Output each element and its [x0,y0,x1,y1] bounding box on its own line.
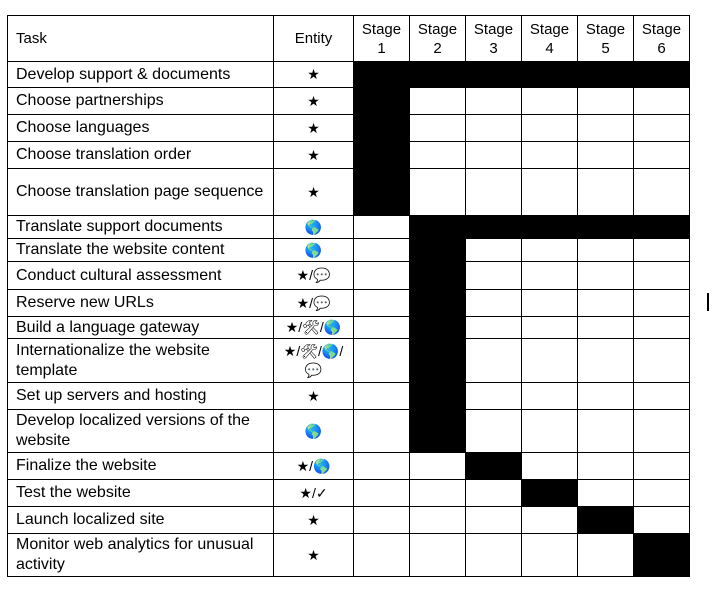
stage-4-cell [522,115,578,142]
stage-1-cell-filled [354,115,410,142]
stage-4-cell [522,410,578,453]
stage-4-cell [522,262,578,290]
stage-6-header: Stage 6 [634,16,690,62]
stage-3-cell [466,239,522,262]
table-row [8,339,690,383]
stage-3-cell [466,88,522,115]
task-name: Test the website [8,480,274,507]
entity-icons: ★/🛠/🌎/💬 [274,339,354,383]
stage-4-cell [522,317,578,339]
stage-5-cell [578,534,634,577]
stage-2-cell [410,169,466,216]
entity-icons: 🌎 [274,239,354,262]
task-name: Internationalize the website template [8,339,274,383]
stage-6-cell [634,142,690,169]
stage-6-cell [634,262,690,290]
stage-3-cell [466,262,522,290]
stage-1-cell [354,410,410,453]
task-name: Set up servers and hosting [8,383,274,410]
task-name: Develop support & documents [8,62,274,88]
stage-1-cell [354,383,410,410]
task-name: Choose translation page sequence [8,169,274,216]
stage-6-cell [634,239,690,262]
entity-icons: ★/🛠/🌎 [274,317,354,339]
stage-1-cell [354,239,410,262]
stage-4-cell [522,88,578,115]
stage-2-cell-filled [410,410,466,453]
table-row [8,142,690,169]
stage-3-cell-filled [466,453,522,480]
entity-column-header: Entity [274,16,354,62]
stage-6-cell [634,453,690,480]
stage-5-cell [578,339,634,383]
entity-icons: ★ [274,169,354,216]
text-cursor-mark [707,293,709,311]
stage-6-cell [634,290,690,317]
stage-1-cell-filled [354,62,410,88]
stage-6-cell [634,507,690,534]
entity-icons: ★ [274,383,354,410]
task-name: Translate the website content [8,239,274,262]
task-name: Develop localized versions of the website [8,410,274,453]
stage-5-cell [578,142,634,169]
stage-1-cell-filled [354,88,410,115]
stage-5-cell [578,290,634,317]
stage-1-cell [354,339,410,383]
stage-5-cell [578,115,634,142]
task-column-header: Task [8,16,274,62]
stage-2-cell-filled [410,339,466,383]
task-name: Choose partnerships [8,88,274,115]
stage-5-header: Stage 5 [578,16,634,62]
stage-6-cell [634,317,690,339]
stage-2-cell-filled [410,317,466,339]
entity-icons: ★ [274,115,354,142]
stage-4-cell-filled [522,480,578,507]
table-row [8,383,690,410]
stage-4-cell [522,239,578,262]
stage-3-cell-filled [466,216,522,239]
stage-4-cell [522,142,578,169]
table-row [8,169,690,216]
entity-icons: ★ [274,507,354,534]
stage-1-cell [354,290,410,317]
stage-6-cell [634,88,690,115]
stage-1-cell [354,216,410,239]
stage-2-cell-filled [410,290,466,317]
stage-3-cell [466,383,522,410]
stage-2-cell [410,88,466,115]
stage-2-cell-filled [410,62,466,88]
stage-6-cell [634,115,690,142]
stage-2-cell [410,453,466,480]
stage-2-cell [410,507,466,534]
task-stage-table [7,15,690,577]
stage-4-cell [522,169,578,216]
entity-icons: ★ [274,534,354,577]
stage-4-cell-filled [522,62,578,88]
stage-1-cell-filled [354,169,410,216]
stage-1-cell [354,480,410,507]
stage-5-cell [578,88,634,115]
stage-4-cell [522,383,578,410]
stage-1-cell-filled [354,142,410,169]
table-row [8,88,690,115]
entity-icons: ★ [274,88,354,115]
stage-2-cell [410,534,466,577]
task-name: Build a language gateway [8,317,274,339]
stage-4-cell [522,453,578,480]
stage-5-cell-filled [578,216,634,239]
task-name: Choose languages [8,115,274,142]
task-rows [8,62,690,577]
stage-6-cell-filled [634,534,690,577]
stage-5-cell [578,262,634,290]
entity-icons: ★/✓ [274,480,354,507]
stage-5-cell-filled [578,62,634,88]
entity-icons: 🌎 [274,410,354,453]
stage-3-cell [466,142,522,169]
stage-2-cell-filled [410,383,466,410]
entity-icons: ★ [274,142,354,169]
entity-icons: 🌎 [274,216,354,239]
stage-2-cell-filled [410,239,466,262]
stage-3-cell [466,339,522,383]
stage-5-cell [578,453,634,480]
stage-1-cell [354,453,410,480]
entity-icons: ★ [274,62,354,88]
table-row [8,410,690,453]
stage-4-cell [522,534,578,577]
stage-1-cell [354,317,410,339]
stage-3-cell [466,169,522,216]
task-name: Choose translation order [8,142,274,169]
stage-3-cell [466,534,522,577]
table-row [8,317,690,339]
table-row [8,115,690,142]
stage-1-cell [354,262,410,290]
stage-6-cell [634,410,690,453]
stage-5-cell-filled [578,507,634,534]
stage-5-cell [578,410,634,453]
entity-icons: ★/💬 [274,290,354,317]
table-row [8,480,690,507]
stage-4-cell-filled [522,216,578,239]
task-stage-table-container [7,15,690,577]
stage-6-cell [634,383,690,410]
table-row [8,262,690,290]
stage-3-cell [466,290,522,317]
stage-2-cell [410,115,466,142]
stage-4-cell [522,290,578,317]
stage-2-cell [410,480,466,507]
stage-6-cell [634,169,690,216]
task-name: Conduct cultural assessment [8,262,274,290]
header-row [8,16,690,62]
stage-1-cell [354,507,410,534]
stage-3-cell [466,317,522,339]
table-row [8,239,690,262]
stage-5-cell [578,239,634,262]
stage-3-cell [466,507,522,534]
stage-2-header: Stage 2 [410,16,466,62]
stage-4-header: Stage 4 [522,16,578,62]
stage-2-cell-filled [410,216,466,239]
stage-3-cell-filled [466,62,522,88]
stage-5-cell [578,480,634,507]
stage-3-header: Stage 3 [466,16,522,62]
entity-icons: ★/💬 [274,262,354,290]
stage-6-cell [634,339,690,383]
stage-2-cell-filled [410,262,466,290]
stage-5-cell [578,383,634,410]
entity-icons: ★/🌎 [274,453,354,480]
stage-2-cell [410,142,466,169]
table-row [8,507,690,534]
stage-4-cell [522,339,578,383]
stage-6-cell-filled [634,62,690,88]
table-row [8,453,690,480]
table-row [8,290,690,317]
task-name: Finalize the website [8,453,274,480]
task-name: Launch localized site [8,507,274,534]
stage-6-cell [634,480,690,507]
stage-6-cell-filled [634,216,690,239]
table-row [8,534,690,577]
stage-1-header: Stage 1 [354,16,410,62]
table-row [8,62,690,88]
task-name: Reserve new URLs [8,290,274,317]
table-row [8,216,690,239]
stage-3-cell [466,115,522,142]
stage-1-cell [354,534,410,577]
stage-3-cell [466,410,522,453]
stage-5-cell [578,169,634,216]
stage-3-cell [466,480,522,507]
task-name: Monitor web analytics for unusual activity [8,534,274,577]
stage-5-cell [578,317,634,339]
stage-4-cell [522,507,578,534]
task-name: Translate support documents [8,216,274,239]
